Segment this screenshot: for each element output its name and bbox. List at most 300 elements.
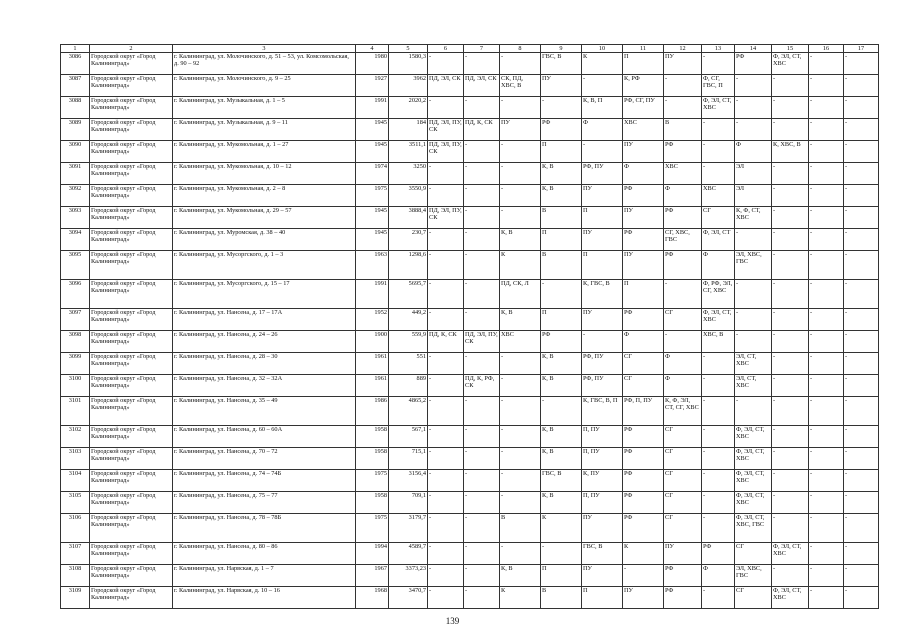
col-8-cell: - — [500, 470, 541, 492]
col-10-cell: - — [582, 141, 623, 163]
col-9-cell: В — [541, 207, 582, 229]
col-14-cell: ЭЛ, СТ, ХВС — [735, 353, 772, 375]
table-row — [61, 375, 879, 397]
col-14-cell: ЭЛ — [735, 185, 772, 207]
address-cell: г. Калининград, ул. Молочинского, д. 51 – 53, ул. Комсомольская, д. 90 – 92 — [173, 53, 356, 75]
construction-year-cell: 1968 — [356, 587, 389, 609]
record-number-cell: 3098 — [61, 331, 90, 353]
total-area-cell: 4865,2 — [389, 397, 428, 426]
col-7-cell: - — [464, 397, 500, 426]
col-15-cell: Ф, ЭЛ, СТ, ХВС — [772, 53, 809, 75]
construction-year-cell: 1967 — [356, 565, 389, 587]
col-8-cell: ПД, СК, Л — [500, 280, 541, 309]
col-12-cell: СГ — [664, 426, 702, 448]
col-6-cell: - — [428, 309, 464, 331]
col-15-cell: - — [772, 163, 809, 185]
col-9-cell: К, В — [541, 375, 582, 397]
table-row — [61, 331, 879, 353]
col-17-cell: - — [844, 543, 879, 565]
col-7-cell: ПД, К, СК — [464, 119, 500, 141]
col-12-cell: Ф — [664, 353, 702, 375]
col-12-cell: РФ — [664, 207, 702, 229]
total-area-cell: 2020,2 — [389, 97, 428, 119]
column-number-header: 14 — [735, 45, 772, 53]
col-6-cell: - — [428, 426, 464, 448]
table-row — [61, 97, 879, 119]
col-11-cell: П — [623, 53, 664, 75]
record-number-cell: 3105 — [61, 492, 90, 514]
col-6-cell: - — [428, 397, 464, 426]
col-14-cell: Ф, ЭЛ, СТ, ХВС — [735, 448, 772, 470]
construction-year-cell: 1975 — [356, 470, 389, 492]
col-11-cell: СГ — [623, 353, 664, 375]
col-15-cell: - — [772, 375, 809, 397]
col-13-cell: ХВС, В — [702, 331, 735, 353]
col-10-cell: - — [582, 331, 623, 353]
col-7-cell: - — [464, 280, 500, 309]
col-16-cell: - — [809, 470, 844, 492]
table-row — [61, 229, 879, 251]
col-9-cell: К, В — [541, 353, 582, 375]
col-14-cell: Ф, ЭЛ, СТ, ХВС — [735, 492, 772, 514]
address-cell: г. Калининград, ул. Нансена, д. 17 – 17А — [173, 309, 356, 331]
col-15-cell: - — [772, 397, 809, 426]
col-14-cell: СГ — [735, 587, 772, 609]
col-13-cell: - — [702, 587, 735, 609]
table-row — [61, 426, 879, 448]
col-9-cell: ПУ — [541, 75, 582, 97]
municipality-cell: Городской округ «Город Калининград» — [90, 309, 173, 331]
col-13-cell: Ф — [702, 251, 735, 280]
col-11-cell: П — [623, 280, 664, 309]
col-9-cell: РФ — [541, 119, 582, 141]
col-9-cell: К — [541, 514, 582, 543]
table-row — [61, 75, 879, 97]
col-13-cell: - — [702, 53, 735, 75]
col-13-cell: Ф, РФ, ЭЛ, СГ, ХВС — [702, 280, 735, 309]
col-15-cell: - — [772, 470, 809, 492]
col-9-cell: К, В — [541, 492, 582, 514]
col-10-cell: РФ, ПУ — [582, 353, 623, 375]
col-17-cell: - — [844, 470, 879, 492]
total-area-cell: 3373,23 — [389, 565, 428, 587]
col-7-cell: - — [464, 543, 500, 565]
address-cell: г. Калининград, ул. Музыкальная, д. 1 – 5 — [173, 97, 356, 119]
col-6-cell: - — [428, 470, 464, 492]
total-area-cell: 3179,7 — [389, 514, 428, 543]
col-8-cell: СК, ПД, ХВС, В — [500, 75, 541, 97]
address-cell: г. Калининград, ул. Нансена, д. 75 – 77 — [173, 492, 356, 514]
col-13-cell: - — [702, 470, 735, 492]
column-number-header: 17 — [844, 45, 879, 53]
municipality-cell: Городской округ «Город Калининград» — [90, 375, 173, 397]
col-12-cell: - — [664, 331, 702, 353]
col-17-cell: - — [844, 75, 879, 97]
col-6-cell: - — [428, 543, 464, 565]
column-number-header: 13 — [702, 45, 735, 53]
col-14-cell: СГ — [735, 543, 772, 565]
col-8-cell: - — [500, 397, 541, 426]
col-8-cell: - — [500, 141, 541, 163]
record-number-cell: 3103 — [61, 448, 90, 470]
col-17-cell: - — [844, 119, 879, 141]
table-row — [61, 141, 879, 163]
col-7-cell: - — [464, 185, 500, 207]
col-11-cell: РФ — [623, 185, 664, 207]
col-17-cell: - — [844, 426, 879, 448]
address-cell: г. Калининград, ул. Нансена, д. 80 – 86 — [173, 543, 356, 565]
total-area-cell: 3888,4 — [389, 207, 428, 229]
table-row — [61, 53, 879, 75]
col-11-cell: ПУ — [623, 587, 664, 609]
col-16-cell: - — [809, 492, 844, 514]
col-7-cell: - — [464, 492, 500, 514]
col-6-cell: - — [428, 492, 464, 514]
col-12-cell: ПУ — [664, 543, 702, 565]
column-number-header: 7 — [464, 45, 500, 53]
record-number-cell: 3087 — [61, 75, 90, 97]
col-9-cell: П — [541, 141, 582, 163]
record-number-cell: 3088 — [61, 97, 90, 119]
col-11-cell: - — [623, 565, 664, 587]
col-16-cell: - — [809, 185, 844, 207]
col-17-cell: - — [844, 375, 879, 397]
col-13-cell: - — [702, 353, 735, 375]
construction-year-cell: 1952 — [356, 309, 389, 331]
column-number-header: 4 — [356, 45, 389, 53]
col-16-cell: - — [809, 229, 844, 251]
col-14-cell: - — [735, 280, 772, 309]
col-12-cell: - — [664, 280, 702, 309]
col-10-cell: ПУ — [582, 229, 623, 251]
construction-year-cell: 1945 — [356, 119, 389, 141]
construction-year-cell: 1958 — [356, 448, 389, 470]
col-12-cell: - — [664, 97, 702, 119]
col-12-cell: СГ — [664, 448, 702, 470]
col-7-cell: - — [464, 229, 500, 251]
column-number-header: 10 — [582, 45, 623, 53]
col-7-cell: - — [464, 251, 500, 280]
address-cell: г. Калининград, ул. Нансена, д. 70 – 72 — [173, 448, 356, 470]
col-17-cell: - — [844, 163, 879, 185]
col-7-cell: - — [464, 207, 500, 229]
col-10-cell: РФ, ПУ — [582, 163, 623, 185]
col-16-cell: - — [809, 97, 844, 119]
col-11-cell: РФ — [623, 309, 664, 331]
col-7-cell: ПД, ЭЛ, ПУ, СК — [464, 331, 500, 353]
col-12-cell: - — [664, 75, 702, 97]
construction-year-cell: 1991 — [356, 280, 389, 309]
total-area-cell: 230,7 — [389, 229, 428, 251]
address-cell: г. Калининград, ул. Мукомольная, д. 29 – 57 — [173, 207, 356, 229]
col-13-cell: - — [702, 492, 735, 514]
column-number-header: 11 — [623, 45, 664, 53]
col-12-cell: К, Ф, ЭЛ, СТ, СГ, ХВС — [664, 397, 702, 426]
col-11-cell: Ф — [623, 331, 664, 353]
col-11-cell: К — [623, 543, 664, 565]
col-8-cell: - — [500, 97, 541, 119]
col-17-cell: - — [844, 141, 879, 163]
col-14-cell: ЭЛ, ХВС, ГВС — [735, 251, 772, 280]
table-row — [61, 207, 879, 229]
col-12-cell: ХВС — [664, 163, 702, 185]
municipality-cell: Городской округ «Город Калининград» — [90, 397, 173, 426]
col-16-cell: - — [809, 119, 844, 141]
col-10-cell: ПУ — [582, 185, 623, 207]
col-8-cell: - — [500, 543, 541, 565]
address-cell: г. Калининград, ул. Муромская, д. 38 – 40 — [173, 229, 356, 251]
municipality-cell: Городской округ «Город Калининград» — [90, 97, 173, 119]
col-13-cell: ХВС — [702, 185, 735, 207]
record-number-cell: 3106 — [61, 514, 90, 543]
municipality-cell: Городской округ «Город Калининград» — [90, 587, 173, 609]
col-14-cell: - — [735, 229, 772, 251]
construction-year-cell: 1945 — [356, 229, 389, 251]
address-cell: г. Калининград, ул. Нансена, д. 74 – 74Б — [173, 470, 356, 492]
address-cell: г. Калининград, ул. Мукомольная, д. 1 – 27 — [173, 141, 356, 163]
col-12-cell: СГ — [664, 492, 702, 514]
col-11-cell: РФ — [623, 426, 664, 448]
record-number-cell: 3108 — [61, 565, 90, 587]
record-number-cell: 3091 — [61, 163, 90, 185]
total-area-cell: 889 — [389, 375, 428, 397]
col-11-cell: К, РФ — [623, 75, 664, 97]
record-number-cell: 3100 — [61, 375, 90, 397]
col-9-cell: К, В — [541, 163, 582, 185]
col-16-cell: - — [809, 353, 844, 375]
municipality-cell: Городской округ «Город Калининград» — [90, 448, 173, 470]
total-area-cell: 5695,7 — [389, 280, 428, 309]
address-cell: г. Калининград, ул. Нансена, д. 60 – 60А — [173, 426, 356, 448]
col-13-cell: - — [702, 448, 735, 470]
col-6-cell: - — [428, 375, 464, 397]
col-9-cell: П — [541, 229, 582, 251]
col-17-cell: - — [844, 353, 879, 375]
col-10-cell: П, ПУ — [582, 448, 623, 470]
col-16-cell: - — [809, 514, 844, 543]
municipality-cell: Городской округ «Город Калининград» — [90, 470, 173, 492]
col-14-cell: Ф, ЭЛ, СТ, ХВС, ГВС — [735, 514, 772, 543]
col-7-cell: - — [464, 448, 500, 470]
col-15-cell: - — [772, 331, 809, 353]
col-8-cell: ПУ — [500, 119, 541, 141]
col-8-cell: - — [500, 353, 541, 375]
construction-year-cell: 1900 — [356, 331, 389, 353]
col-17-cell: - — [844, 53, 879, 75]
col-11-cell: Ф — [623, 163, 664, 185]
table-row — [61, 492, 879, 514]
col-14-cell: - — [735, 75, 772, 97]
col-7-cell: - — [464, 565, 500, 587]
col-7-cell: - — [464, 53, 500, 75]
col-12-cell: Ф — [664, 185, 702, 207]
col-9-cell: ГВС, В — [541, 53, 582, 75]
col-10-cell: ПУ — [582, 565, 623, 587]
col-15-cell: - — [772, 251, 809, 280]
address-cell: г. Калининград, ул. Нансена, д. 24 – 26 — [173, 331, 356, 353]
col-8-cell: К, В — [500, 229, 541, 251]
col-7-cell: - — [464, 426, 500, 448]
col-12-cell: РФ — [664, 251, 702, 280]
col-16-cell: - — [809, 565, 844, 587]
col-9-cell: П — [541, 565, 582, 587]
col-7-cell: - — [464, 470, 500, 492]
col-17-cell: - — [844, 448, 879, 470]
col-14-cell: ЭЛ — [735, 163, 772, 185]
col-13-cell: Ф, ЭЛ, СТ, ХВС — [702, 97, 735, 119]
construction-year-cell: 1945 — [356, 207, 389, 229]
col-9-cell: П — [541, 309, 582, 331]
column-number-header: 2 — [90, 45, 173, 53]
col-10-cell: К, ГВС, В, П — [582, 397, 623, 426]
total-area-cell: 449,2 — [389, 309, 428, 331]
col-16-cell: - — [809, 53, 844, 75]
col-6-cell: - — [428, 251, 464, 280]
col-14-cell: Ф, ЭЛ, СТ, ХВС — [735, 426, 772, 448]
address-cell: г. Калининград, ул. Нансена, д. 32 – 32А — [173, 375, 356, 397]
col-10-cell: П — [582, 251, 623, 280]
col-9-cell: В — [541, 587, 582, 609]
col-14-cell: ЭЛ, СТ, ХВС — [735, 375, 772, 397]
record-number-cell: 3096 — [61, 280, 90, 309]
col-9-cell: К, В — [541, 185, 582, 207]
col-8-cell: К — [500, 251, 541, 280]
col-10-cell: К, ГВС, В — [582, 280, 623, 309]
col-14-cell: - — [735, 309, 772, 331]
municipality-cell: Городской округ «Город Калининград» — [90, 251, 173, 280]
col-16-cell: - — [809, 375, 844, 397]
total-area-cell: 4589,7 — [389, 543, 428, 565]
col-17-cell: - — [844, 251, 879, 280]
col-13-cell: РФ — [702, 543, 735, 565]
col-13-cell: - — [702, 141, 735, 163]
col-15-cell: К, ХВС, В — [772, 141, 809, 163]
col-8-cell: К — [500, 587, 541, 609]
record-number-cell: 3095 — [61, 251, 90, 280]
col-16-cell: - — [809, 141, 844, 163]
col-11-cell: РФ, П, ПУ — [623, 397, 664, 426]
construction-year-cell: 1927 — [356, 75, 389, 97]
col-13-cell: - — [702, 426, 735, 448]
col-16-cell: - — [809, 163, 844, 185]
col-10-cell: П — [582, 587, 623, 609]
col-7-cell: - — [464, 141, 500, 163]
col-8-cell: - — [500, 53, 541, 75]
address-cell: г. Калининград, ул. Мусоргского, д. 1 – 3 — [173, 251, 356, 280]
col-16-cell: - — [809, 280, 844, 309]
column-number-header: 6 — [428, 45, 464, 53]
col-11-cell: РФ — [623, 470, 664, 492]
col-8-cell: К, В — [500, 565, 541, 587]
table-body — [61, 45, 879, 609]
municipality-cell: Городской округ «Город Калининград» — [90, 426, 173, 448]
table-row — [61, 185, 879, 207]
col-8-cell: - — [500, 185, 541, 207]
col-6-cell: - — [428, 353, 464, 375]
col-15-cell: Ф, ЭЛ, СТ, ХВС — [772, 587, 809, 609]
col-11-cell: ПУ — [623, 251, 664, 280]
col-9-cell: - — [541, 97, 582, 119]
col-13-cell: Ф, ЭЛ, СТ — [702, 229, 735, 251]
col-6-cell: ПД, К, СК — [428, 331, 464, 353]
municipality-cell: Городской округ «Город Калининград» — [90, 280, 173, 309]
col-6-cell: - — [428, 53, 464, 75]
construction-year-cell: 1945 — [356, 141, 389, 163]
housing-register-table — [60, 44, 879, 609]
col-15-cell: - — [772, 229, 809, 251]
total-area-cell: 1580,3 — [389, 53, 428, 75]
col-12-cell: РФ — [664, 587, 702, 609]
col-10-cell: Ф — [582, 119, 623, 141]
col-6-cell: - — [428, 163, 464, 185]
address-cell: г. Калининград, ул. Мукомольная, д. 2 – 8 — [173, 185, 356, 207]
col-11-cell: РФ — [623, 514, 664, 543]
record-number-cell: 3094 — [61, 229, 90, 251]
address-cell: г. Калининград, ул. Молочинского, д. 9 – 25 — [173, 75, 356, 97]
page-number: 139 — [445, 616, 460, 626]
col-13-cell: - — [702, 375, 735, 397]
total-area-cell: 3250 — [389, 163, 428, 185]
col-11-cell: РФ — [623, 448, 664, 470]
col-17-cell: - — [844, 587, 879, 609]
col-17-cell: - — [844, 397, 879, 426]
col-10-cell: К — [582, 53, 623, 75]
col-10-cell: П — [582, 207, 623, 229]
col-12-cell: РФ — [664, 565, 702, 587]
municipality-cell: Городской округ «Город Калининград» — [90, 185, 173, 207]
col-6-cell: - — [428, 229, 464, 251]
col-6-cell: - — [428, 280, 464, 309]
municipality-cell: Городской округ «Город Калининград» — [90, 141, 173, 163]
col-6-cell: - — [428, 565, 464, 587]
col-6-cell: - — [428, 97, 464, 119]
col-9-cell: В — [541, 251, 582, 280]
col-14-cell: ЭЛ, ХВС, ГВС — [735, 565, 772, 587]
col-6-cell: ПД, ЭЛ, СК — [428, 75, 464, 97]
col-10-cell: - — [582, 75, 623, 97]
address-cell: г. Калининград, ул. Нарвская, д. 1 – 7 — [173, 565, 356, 587]
record-number-cell: 3099 — [61, 353, 90, 375]
col-15-cell: - — [772, 280, 809, 309]
col-15-cell: - — [772, 353, 809, 375]
record-number-cell: 3102 — [61, 426, 90, 448]
address-cell: г. Калининград, ул. Музыкальная, д. 9 – 11 — [173, 119, 356, 141]
col-17-cell: - — [844, 207, 879, 229]
col-7-cell: - — [464, 309, 500, 331]
col-10-cell: ГВС, В — [582, 543, 623, 565]
col-17-cell: - — [844, 185, 879, 207]
municipality-cell: Городской округ «Город Калининград» — [90, 565, 173, 587]
col-16-cell: - — [809, 331, 844, 353]
col-14-cell: - — [735, 331, 772, 353]
construction-year-cell: 1958 — [356, 426, 389, 448]
construction-year-cell: 1991 — [356, 97, 389, 119]
municipality-cell: Городской округ «Город Калининград» — [90, 353, 173, 375]
col-15-cell: - — [772, 185, 809, 207]
address-cell: г. Калининград, ул. Мукомольная, д. 10 – 12 — [173, 163, 356, 185]
col-17-cell: - — [844, 492, 879, 514]
construction-year-cell: 1994 — [356, 543, 389, 565]
municipality-cell: Городской округ «Город Калининград» — [90, 331, 173, 353]
col-14-cell: - — [735, 97, 772, 119]
record-number-cell: 3104 — [61, 470, 90, 492]
construction-year-cell: 1974 — [356, 163, 389, 185]
col-10-cell: ПУ — [582, 514, 623, 543]
col-10-cell: П, ПУ — [582, 492, 623, 514]
col-8-cell: К, В — [500, 309, 541, 331]
col-15-cell: Ф, ЭЛ, СТ, ХВС — [772, 543, 809, 565]
col-7-cell: - — [464, 353, 500, 375]
